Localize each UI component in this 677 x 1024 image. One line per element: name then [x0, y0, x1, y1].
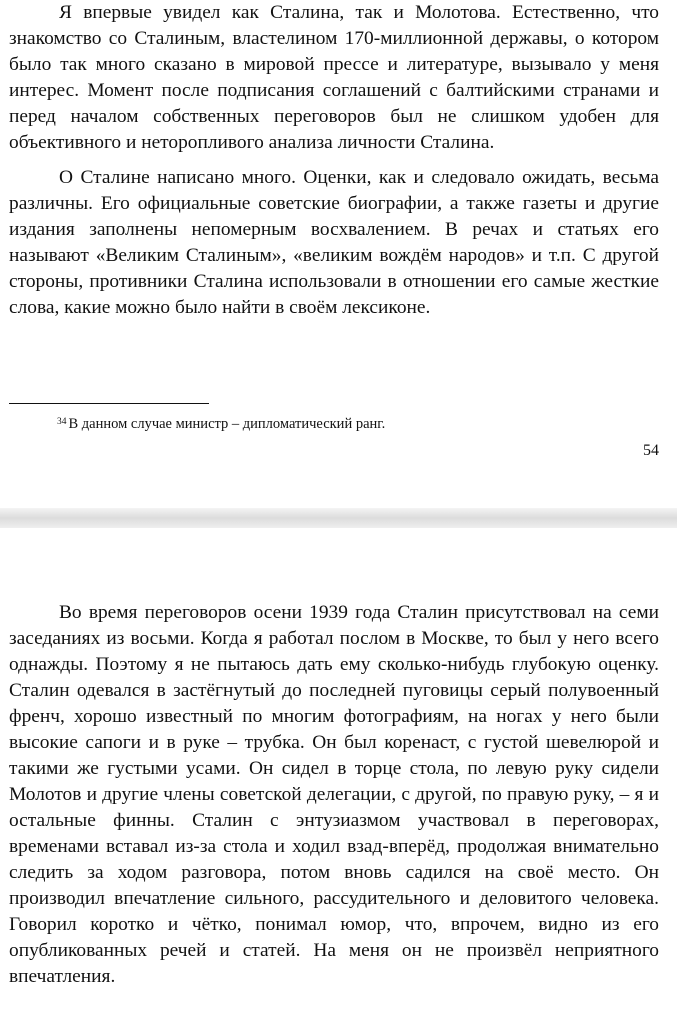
page-separator	[0, 508, 677, 528]
document-page-54	[0, 0, 677, 508]
paragraph-negotiations-1939: Во время переговоров осени 1939 года Сталин присутствовал на семи заседаниях из восьми. Когда я работал послом в Москве, то был у него всего однажды. Поэтому я не пытаюсь дать ему сколько-нибудь глубокую оценку. Сталин одевался в застёгнутый до последней пуговицы серый полувоенный френч, хорошо известный по многим фотографиям, на ногах у него были высокие сапоги и в руке – трубка. Он был коренаст, с густой шевелюрой и такими же густыми усами. Он сидел в торце стола, по левую руку сидели Молотов и другие члены советской делегации, с другой, по правую руку, – я и остальные финны. Сталин с энтузиазмом участвовал в переговорах, временами вставал из-за стола и ходил взад-вперёд, продолжая внимательно следить за ходом разговора, потом вновь садился на своё место. Он производил впечатление сильного, рассудительного и деловитого человека. Говорил коротко и чётко, понимал юмор, что, впрочем, видно из его опубликованных речей и статей. На меня он не произвёл неприятного впечатления.	[9, 602, 659, 987]
paragraph-assessments: О Сталине написано много. Оценки, как и следовало ожидать, весьма различны. Его официальные советские биографии, а также газеты и другие издания заполнены непомерным восхвалением. В речах и статьях его называют «Великим Сталиным», «великим вождём народов» и т.п. С другой стороны, противники Сталина использовали в отношении его самые жесткие слова, какие можно было найти в своём лексиконе.	[9, 167, 659, 318]
footnote-text: В данном случае министр – дипломатический ранг.	[68, 416, 386, 432]
footnote-marker: 34	[57, 417, 67, 427]
document-page-55	[0, 528, 677, 1024]
paragraph-first-meeting: Я впервые увидел как Сталина, так и Молотова. Естественно, что знакомство со Сталиным, властелином 170-миллионной державы, о котором было так много сказано в мировой прессе и литературе, вызывало у меня интерес. Момент после подписания соглашений с балтийскими странами и перед началом собственных переговоров был не слишком удобен для объективного и неторопливого анализа личности Сталина.	[9, 2, 659, 153]
page-number: 54	[643, 442, 659, 459]
footnote	[57, 413, 385, 433]
page-54-body	[9, 0, 659, 321]
footnote-separator	[9, 403, 209, 404]
page-55-body	[9, 600, 659, 990]
